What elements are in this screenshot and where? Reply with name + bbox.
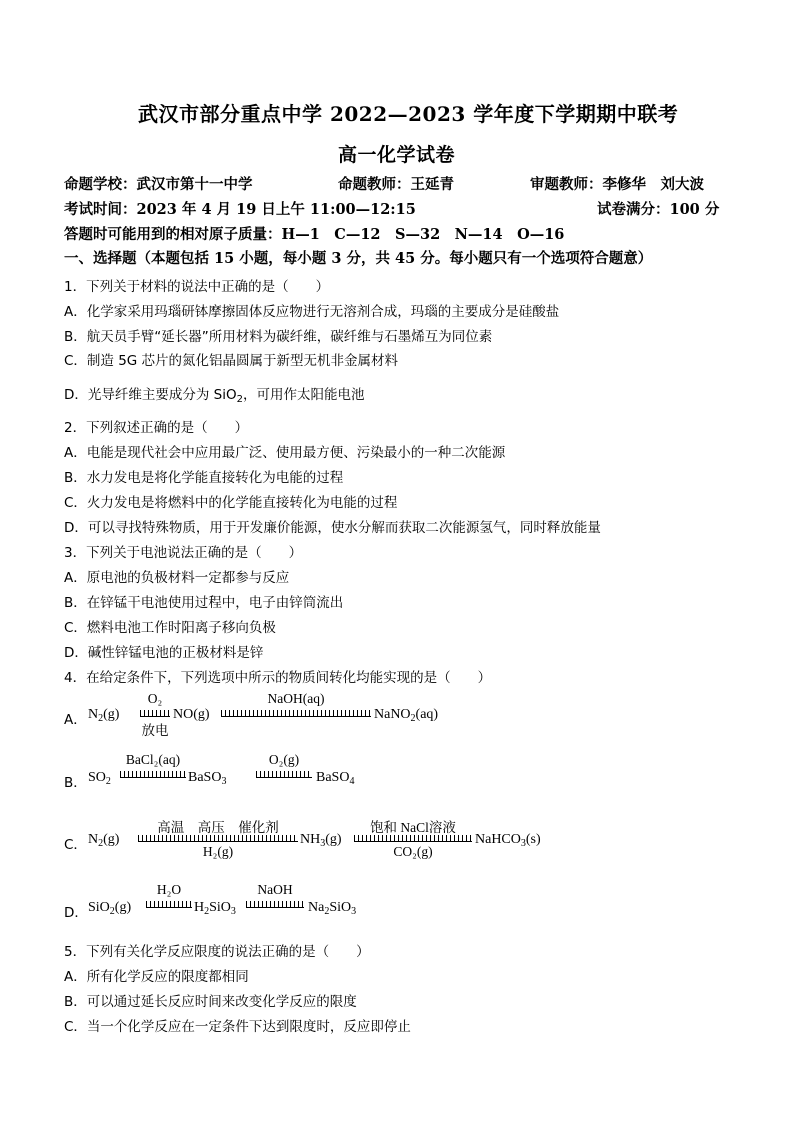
q2-option-a: A．电能是现代社会中应用最广泛、使用最方便、污染最小的一种二次能源 (64, 445, 506, 461)
q3-option-b: B．在锌锰干电池使用过程中，电子由锌筒流出 (64, 595, 344, 611)
q3-stem: 3．下列关于电池说法正确的是（ ） (64, 545, 303, 561)
q2-option-c: C．火力发电是将燃料中的化学能直接转化为电能的过程 (64, 495, 398, 511)
q5-option-c: C．当一个化学反应在一定条件下达到限度时，反应即停止 (64, 1019, 411, 1035)
q4-option-b: B． $SO_2$ BaCl₂(aq) BaSO$_3$ O₂(g) BaSO$_4$ (64, 752, 355, 791)
exam-time: 考试时间：2023 年 4 月 19 日上午 11:00—12:15 (64, 201, 416, 218)
q4-option-d: D． SiO$_2$(g) H₂O $H_2SiO_3$ NaOH $Na_2SiO_3$ (64, 882, 357, 921)
q5-option-a: A．所有化学反应的限度都相同 (64, 969, 249, 985)
q2-option-b: B．水力发电是将化学能直接转化为电能的过程 (64, 470, 344, 486)
q2-stem: 2．下列叙述正确的是（ ） (64, 420, 249, 436)
q1-option-b: B．航天员手臂“延长器”所用材料为碳纤维，碳纤维与石墨烯互为同位素 (64, 329, 493, 345)
q3-option-d: D．碱性锌锰电池的正极材料是锌 (64, 645, 264, 661)
exam-subtitle: 高一化学试卷 (338, 144, 456, 166)
school-info: 命题学校：武汉市第十一中学 (64, 176, 253, 193)
reviewer-info: 审题教师：李修华 刘大波 (530, 176, 704, 193)
author-info: 命题教师：王延青 (338, 176, 454, 193)
q5-stem: 5．下列有关化学反应限度的说法正确的是（ ） (64, 944, 370, 960)
exam-title: 武汉市部分重点中学 2022—2023 学年度下学期期中联考 (138, 102, 679, 126)
q2-option-d: D．可以寻找特殊物质，用于开发廉价能源，使水分解而获取二次能源氢气，同时释放能量 (64, 520, 601, 536)
full-score: 试卷满分：100 分 (597, 201, 720, 218)
q4-option-a: A． $N_2(g)$ O₂ 放电 NO(g) NaOH(aq) NaNO$_2$(aq) (64, 691, 439, 738)
q1-option-c: C．制造 5G 芯片的氮化铝晶圆属于新型无机非金属材料 (64, 353, 399, 369)
q1-option-d: D．光导纤维主要成分为 SiO$_2$，可用作太阳能电池 (64, 387, 365, 405)
q5-option-b: B．可以通过延长反应时间来改变化学反应的限度 (64, 994, 357, 1010)
q4-stem: 4．在给定条件下，下列选项中所示的物质间转化均能实现的是（ ） (64, 670, 492, 686)
q3-option-a: A．原电池的负极材料一定都参与反应 (64, 570, 290, 586)
q1-stem: 1．下列关于材料的说法中正确的是（ ） (64, 279, 330, 295)
section-heading: 一、选择题（本题包括 15 小题，每小题 3 分，共 45 分。每小题只有一个选项符合题意） (64, 250, 653, 267)
q1-option-a: A．化学家采用玛瑙研钵摩擦固体反应物进行无溶剂合成，玛瑙的主要成分是硅酸盐 (64, 304, 560, 320)
atomic-masses: 答题时可能用到的相对原子质量：H—1 C—12 S—32 N—14 O—16 (64, 226, 565, 243)
q3-option-c: C．燃料电池工作时阳离子移向负极 (64, 620, 276, 636)
q4-option-c: C． $N_2(g)$ 高温 高压 催化剂 H₂(g) $NH_3(g)$ 饱和 NaCl溶液 CO₂(g) NaHCO$_3$(s) (64, 820, 541, 859)
